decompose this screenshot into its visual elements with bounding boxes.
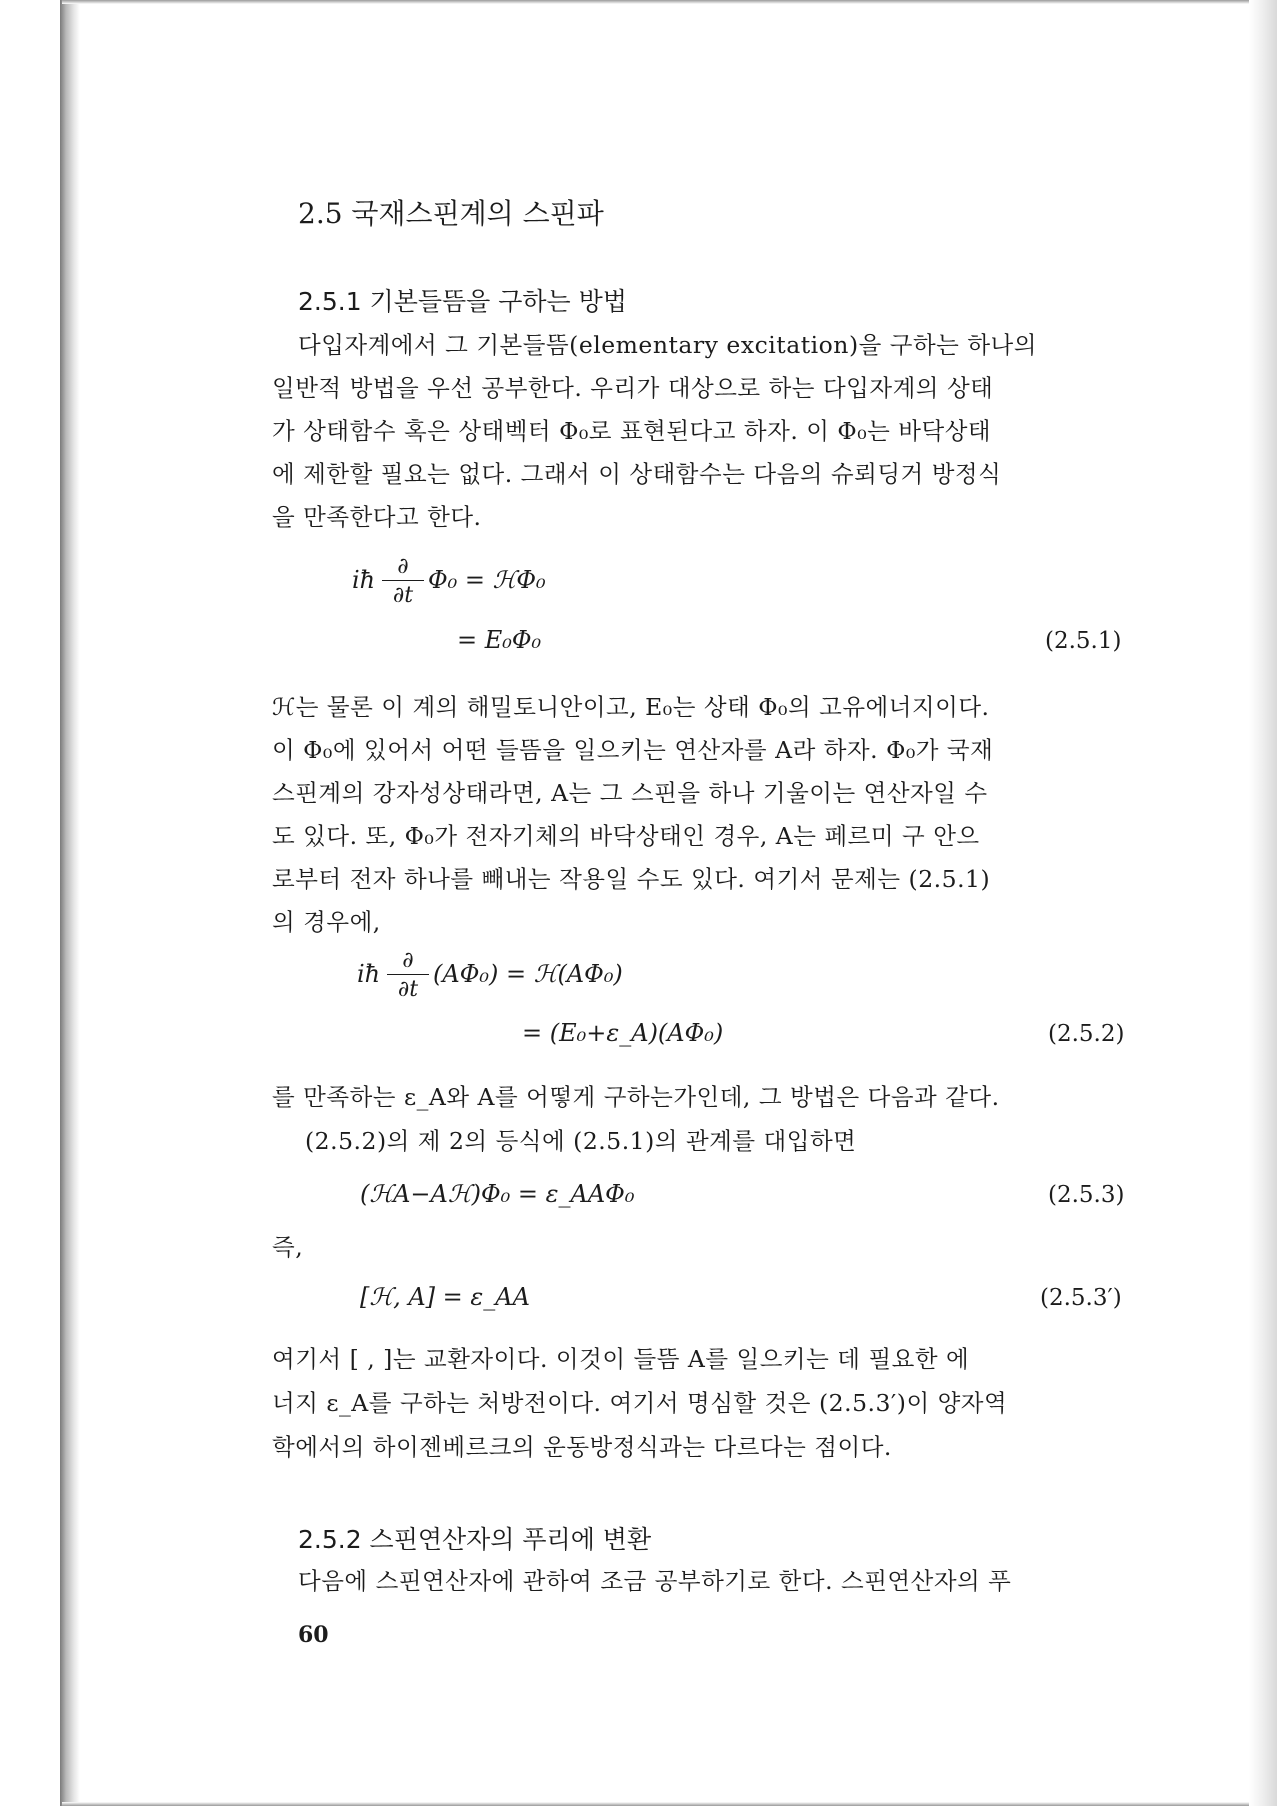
fraction-denominator: ∂t — [397, 977, 419, 1002]
eq-body: [ℋ, A] = ε_AA — [360, 1283, 530, 1311]
fraction-numerator: ∂ — [402, 948, 414, 973]
paragraph-line: 에 제한할 필요는 없다. 그래서 이 상태함수는 다음의 슈뢰딩거 방정식 — [272, 460, 1002, 488]
fraction-numerator: ∂ — [397, 554, 409, 579]
fraction-denominator: ∂t — [392, 583, 414, 608]
equation-number: (2.5.3) — [1048, 1182, 1125, 1208]
eq-prefix: iħ — [352, 566, 376, 594]
paragraph-line: 너지 ε_A를 구하는 처방전이다. 여기서 명심할 것은 (2.5.3′)이 양자역 — [272, 1389, 1008, 1417]
section-title: 2.5 국재스핀계의 스핀파 — [298, 197, 604, 230]
paragraph-line: 여기서 [ , ]는 교환자이다. 이것이 들뜸 A를 일으키는 데 필요한 에 — [272, 1345, 970, 1373]
paragraph-line: 일반적 방법을 우선 공부한다. 우리가 대상으로 하는 다입자계의 상태 — [272, 374, 994, 402]
page-edge-top — [62, 0, 1257, 4]
paragraph-line: 의 경우에, — [272, 908, 381, 936]
paragraph-line: 다음에 스핀연산자에 관하여 조금 공부하기로 한다. 스핀연산자의 푸 — [298, 1567, 1012, 1595]
paragraph-line: 도 있다. 또, Φ₀가 전자기체의 바닥상태인 경우, A는 페르미 구 안으 — [272, 822, 980, 850]
equation-number: (2.5.1) — [1045, 628, 1122, 654]
paragraph-line: 다입자계에서 그 기본들뜸(elementary excitation)을 구하는 하나의 — [298, 331, 1037, 359]
partial-derivative-fraction — [387, 948, 429, 1002]
page-edge-right — [1249, 0, 1277, 1806]
paragraph-line: 즉, — [272, 1233, 304, 1261]
fraction-bar — [382, 580, 424, 581]
paragraph-line: 가 상태함수 혹은 상태벡터 Φ₀로 표현된다고 하자. 이 Φ₀는 바닥상태 — [272, 417, 992, 445]
paragraph-line: 을 만족한다고 한다. — [272, 503, 482, 531]
paragraph-line: 학에서의 하이젠베르크의 운동방정식과는 다르다는 점이다. — [272, 1433, 892, 1461]
eq-line2: = (E₀+ε_A)(AΦ₀) — [522, 1019, 724, 1047]
eq-rhs: (AΦ₀) = ℋ(AΦ₀) — [433, 960, 623, 988]
subsection-title-2-5-1: 2.5.1 기본들뜸을 구하는 방법 — [298, 287, 627, 316]
eq-body: (ℋA−Aℋ)Φ₀ = ε_AAΦ₀ — [360, 1180, 635, 1208]
page-edge-bottom — [62, 1802, 1257, 1806]
subsection-title-2-5-2: 2.5.2 스핀연산자의 푸리에 변환 — [298, 1525, 652, 1554]
paragraph-line: 이 Φ₀에 있어서 어떤 들뜸을 일으키는 연산자를 A라 하자. Φ₀가 국재 — [272, 736, 994, 764]
page-number: 60 — [298, 1622, 329, 1648]
eq-rhs: Φ₀ = ℋΦ₀ — [428, 566, 546, 594]
paragraph-line: 스핀계의 강자성상태라면, A는 그 스핀을 하나 기울이는 연산자일 수 — [272, 779, 988, 807]
eq-line2: = E₀Φ₀ — [457, 626, 542, 654]
equation-number: (2.5.3′) — [1040, 1285, 1122, 1311]
equation-number: (2.5.2) — [1048, 1021, 1125, 1047]
paragraph-line: 로부터 전자 하나를 빼내는 작용일 수도 있다. 여기서 문제는 (2.5.1) — [272, 865, 991, 893]
paragraph-line: 를 만족하는 ε_A와 A를 어떻게 구하는가인데, 그 방법은 다음과 같다. — [272, 1083, 1000, 1111]
partial-derivative-fraction — [382, 554, 424, 608]
paragraph-line: ℋ는 물론 이 계의 해밀토니안이고, E₀는 상태 Φ₀의 고유에너지이다. — [272, 693, 990, 721]
eq-prefix: iħ — [357, 960, 381, 988]
paragraph-line: (2.5.2)의 제 2의 등식에 (2.5.1)의 관계를 대입하면 — [305, 1127, 857, 1155]
page-edge-left — [60, 0, 80, 1806]
fraction-bar — [387, 974, 429, 975]
